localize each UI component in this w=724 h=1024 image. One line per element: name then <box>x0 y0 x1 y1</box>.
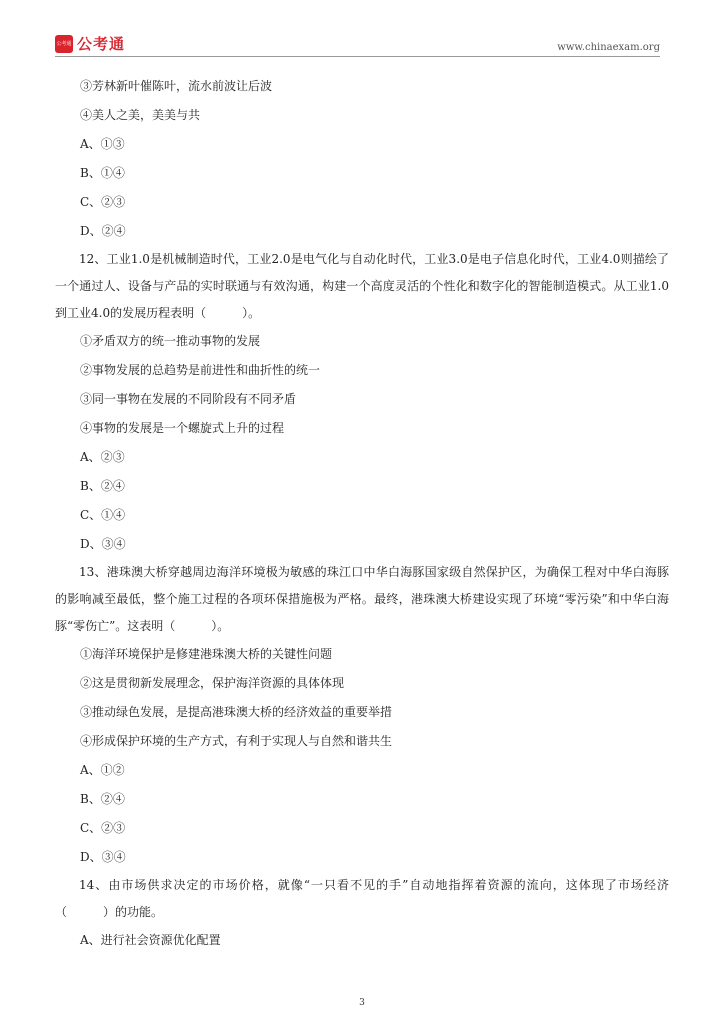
page-number: 3 <box>359 998 365 1008</box>
q12-option-b: B、②④ <box>80 479 125 493</box>
q11-option-c: C、②③ <box>80 195 126 209</box>
q12-option-d: D、③④ <box>80 537 126 551</box>
q13-option-d: D、③④ <box>80 850 126 864</box>
q14-stem: 14、由市场供求决定的市场价格，就像“一只看不见的手”自动地指挥着资源的流向，这体现了市场经济（ ）的功能。 <box>55 878 669 919</box>
q12-statement-1: ①矛盾双方的统一推动事物的发展 <box>80 334 261 348</box>
q11-statement-3: ③芳林新叶催陈叶，流水前波让后波 <box>80 79 273 93</box>
q13-statement-4: ④形成保护环境的生产方式，有利于实现人与自然和谐共生 <box>80 734 393 748</box>
q13-option-b: B、②④ <box>80 792 125 806</box>
q14-option-a: A、进行社会资源优化配置 <box>80 933 221 947</box>
q13-statement-3: ③推动绿色发展，是提高港珠澳大桥的经济效益的重要举措 <box>80 705 393 719</box>
logo-badge-icon: 公考通 <box>55 35 73 53</box>
q12-option-c: C、①④ <box>80 508 126 522</box>
q12-statement-4: ④事物的发展是一个螺旋式上升的过程 <box>80 421 285 435</box>
q11-statement-4: ④美人之美，美美与共 <box>80 108 201 122</box>
q12-statement-3: ③同一事物在发展的不同阶段有不同矛盾 <box>80 392 297 406</box>
header-divider <box>55 56 660 57</box>
q13-stem: 13、港珠澳大桥穿越周边海洋环境极为敏感的珠江口中华白海豚国家级自然保护区，为确保工程对中华白海豚的影响减至最低，整个施工过程的各项环保措施极为严格。最终，港珠澳大桥建设实现了环境“零污染”和中华白海豚“零伤亡”。这表明（ ）。 <box>55 565 669 633</box>
q13-option-c: C、②③ <box>80 821 126 835</box>
q11-option-d: D、②④ <box>80 224 126 238</box>
q13-statement-2: ②这是贯彻新发展理念，保护海洋资源的具体体现 <box>80 676 345 690</box>
q11-option-a: A、①③ <box>80 137 125 151</box>
document-body <box>55 72 669 955</box>
q13-option-a: A、①② <box>80 763 125 777</box>
q11-option-b: B、①④ <box>80 166 125 180</box>
q13-statement-1: ①海洋环境保护是修建港珠澳大桥的关键性问题 <box>80 647 333 661</box>
q12-stem: 12、工业1.0是机械制造时代，工业2.0是电气化与自动化时代，工业3.0是电子信息化时代，工业4.0则描绘了一个通过人、设备与产品的实时联通与有效沟通，构建一个高度灵活的个性化和数字化的智能制造模式。从工业1.0到工业4.0的发展历程表明（ ）。 <box>55 252 669 320</box>
page-header <box>0 0 724 62</box>
q12-option-a: A、②③ <box>80 450 125 464</box>
brand-logo[interactable] <box>55 33 125 54</box>
site-url[interactable]: www.chinaexam.org <box>557 42 660 53</box>
logo-text: 公考通 <box>77 35 126 53</box>
q12-statement-2: ②事物发展的总趋势是前进性和曲折性的统一 <box>80 363 321 377</box>
